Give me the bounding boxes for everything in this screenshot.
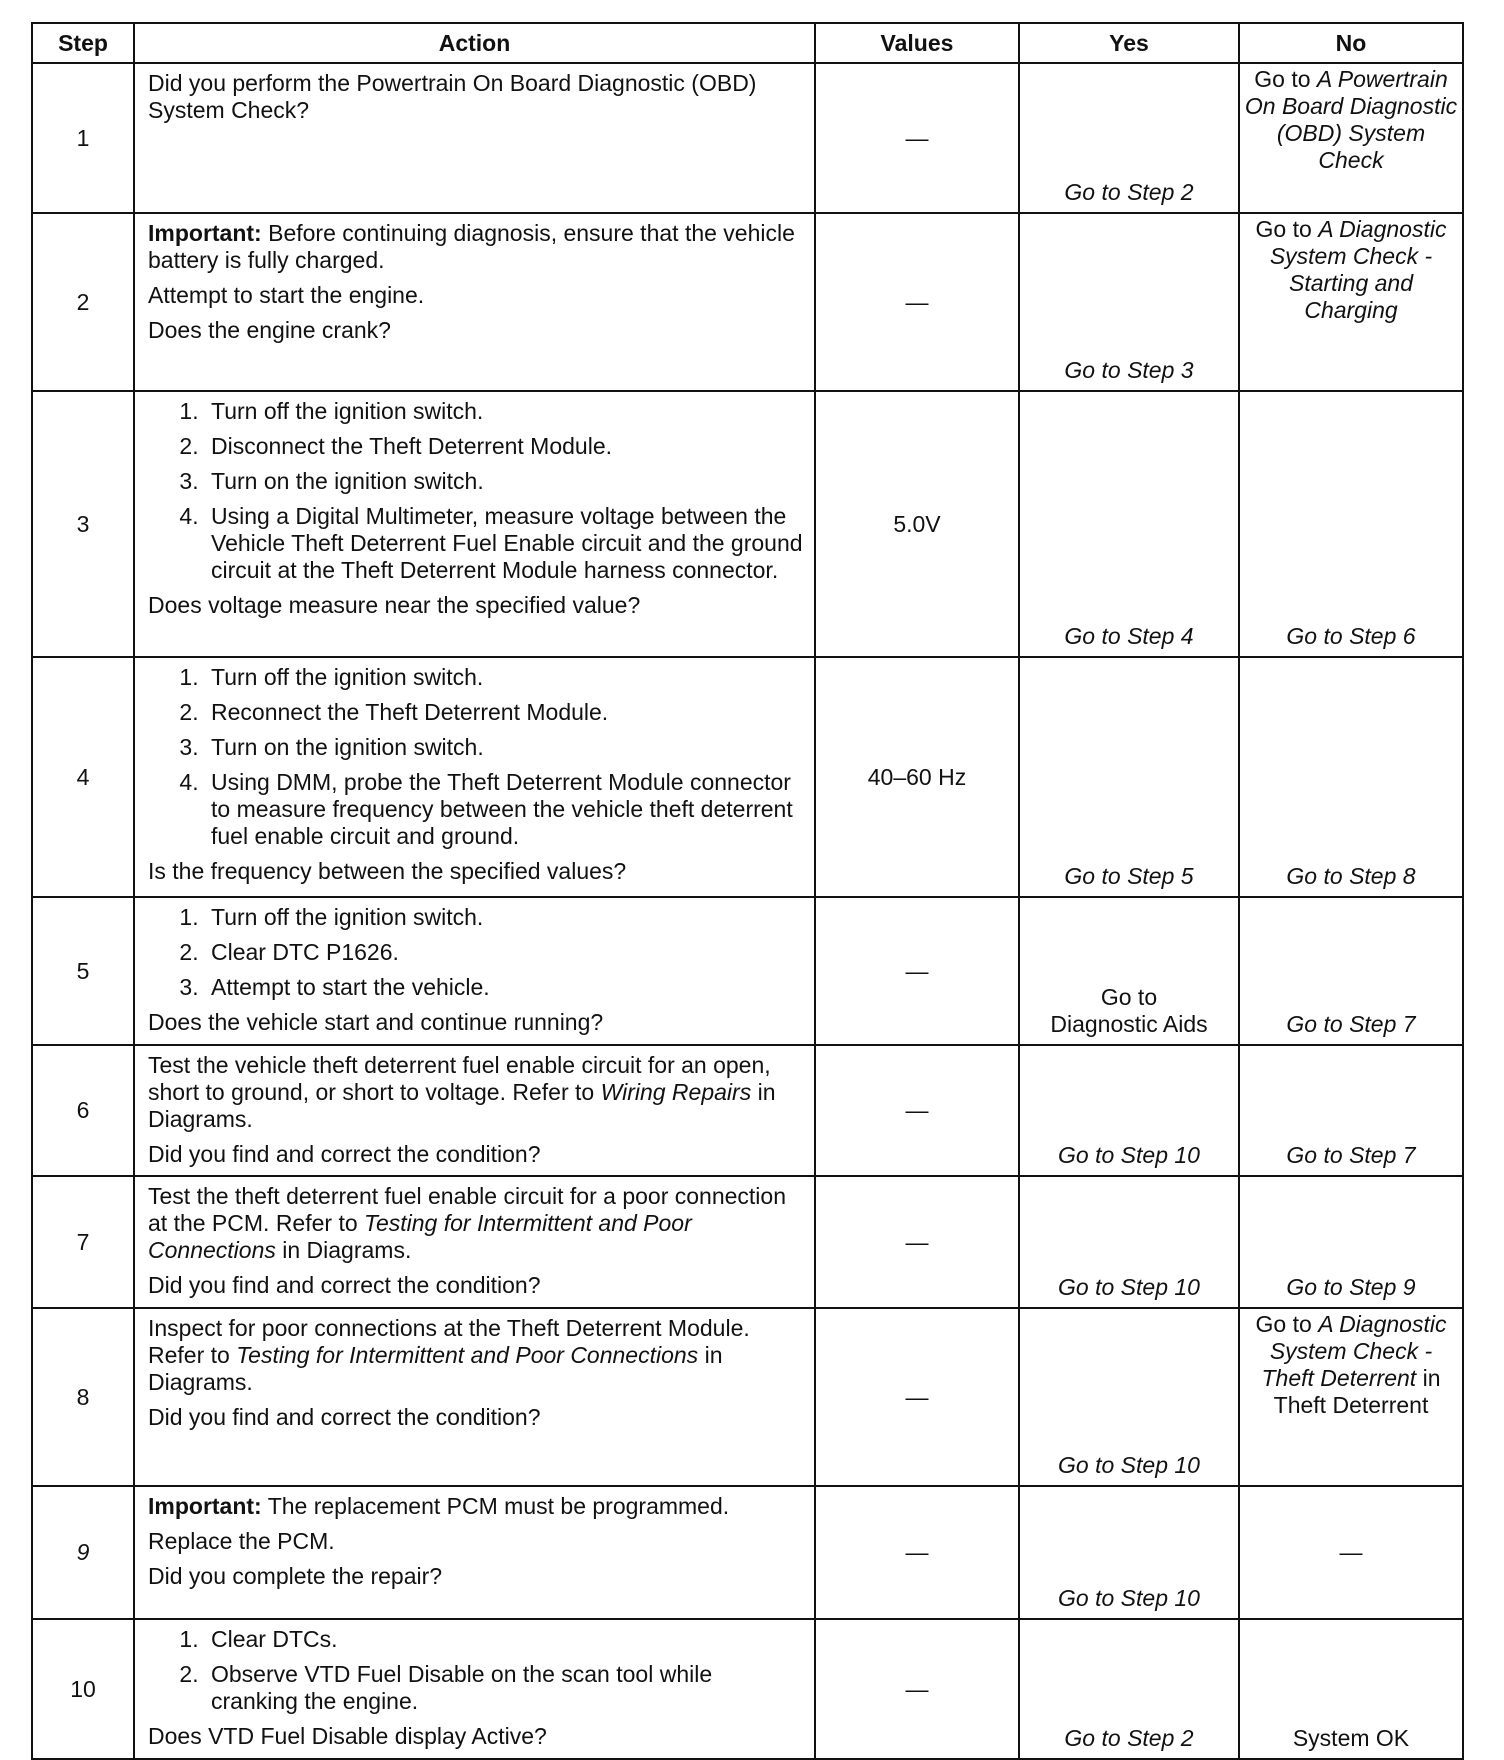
action-step-item: 3. Turn on the ignition switch. xyxy=(205,468,804,495)
text-run: in Diagrams. xyxy=(148,1079,776,1132)
action-cell xyxy=(134,63,815,213)
values-cell: — xyxy=(815,213,1019,391)
action-cell xyxy=(134,1308,815,1486)
action-step-item: 1. Turn off the ignition switch. xyxy=(205,398,804,425)
text-run: Did you find and correct the condition? xyxy=(148,1141,541,1167)
text-run: Did you perform the Powertrain On Board Diagnostic (OBD) System Check? xyxy=(148,70,757,123)
reference-text: Testing for Intermittent and Poor Connections xyxy=(148,1210,692,1263)
yes-cell xyxy=(1019,63,1239,213)
text-run: System OK xyxy=(1292,1725,1410,1751)
no-cell xyxy=(1239,897,1463,1045)
action-step-item: 4. Using a Digital Multimeter, measure voltage between the Vehicle Theft Deterrent Fuel Enable circuit and the ground circuit at the Theft Deterrent Module harness connector. xyxy=(205,503,804,584)
header-values: Values xyxy=(815,23,1019,63)
action-cell xyxy=(134,1619,815,1759)
diagnostic-table xyxy=(31,22,1464,1760)
reference-text: Wiring Repairs xyxy=(600,1079,752,1105)
yes-cell xyxy=(1019,1619,1239,1759)
text-run: Did you find and correct the condition? xyxy=(148,1404,541,1430)
action-steps-list xyxy=(148,904,804,1001)
reference-text: A Diagnostic System Check - Starting and Charging xyxy=(1269,216,1447,323)
no-cell xyxy=(1239,213,1463,391)
action-step-item: 2. Observe VTD Fuel Disable on the scan tool while cranking the engine. xyxy=(205,1661,804,1715)
no-cell xyxy=(1239,657,1463,897)
text-run: Attempt to start the engine. xyxy=(148,282,425,308)
values-cell: — xyxy=(815,1619,1019,1759)
table-row xyxy=(32,1045,1463,1176)
action-paragraph xyxy=(148,1315,804,1396)
header-row xyxy=(32,23,1463,63)
values-cell: 40–60 Hz xyxy=(815,657,1019,897)
reference-text: Go to Step 6 xyxy=(1286,623,1416,649)
table-row xyxy=(32,1619,1463,1759)
no-line xyxy=(1244,216,1458,324)
header-action: Action xyxy=(134,23,815,63)
reference-text: Go to Step 5 xyxy=(1064,863,1194,889)
important-label: Important: xyxy=(148,220,262,246)
values-cell: — xyxy=(815,1308,1019,1486)
yes-cell xyxy=(1019,391,1239,657)
yes-cell xyxy=(1019,1176,1239,1308)
yes-line xyxy=(1024,1452,1234,1479)
action-paragraph xyxy=(148,1563,804,1590)
table-row xyxy=(32,1176,1463,1308)
text-run: Go to xyxy=(1255,216,1319,242)
text-run: Inspect for poor connections at the Theft Deterrent Module. Refer to xyxy=(148,1315,750,1368)
table-row xyxy=(32,1308,1463,1486)
yes-cell xyxy=(1019,657,1239,897)
no-line xyxy=(1244,623,1458,650)
action-paragraph xyxy=(148,1404,804,1431)
text-run: Does the engine crank? xyxy=(148,317,391,343)
action-paragraph xyxy=(148,282,804,309)
no-cell xyxy=(1239,1176,1463,1308)
values-cell: 5.0V xyxy=(815,391,1019,657)
reference-text: Go to Step 8 xyxy=(1286,863,1416,889)
table-body xyxy=(32,63,1463,1759)
no-line xyxy=(1244,863,1458,890)
no-cell xyxy=(1239,1045,1463,1176)
text-run: in Theft Deterrent xyxy=(1273,1365,1441,1418)
action-step-item: 2. Clear DTC P1626. xyxy=(205,939,804,966)
yes-line xyxy=(1024,623,1234,650)
step-number: 3 xyxy=(32,391,134,657)
action-cell xyxy=(134,391,815,657)
table-row xyxy=(32,897,1463,1045)
reference-text: Go to Step 2 xyxy=(1064,179,1194,205)
step-number: 1 xyxy=(32,63,134,213)
yes-line xyxy=(1024,1725,1234,1752)
values-cell: — xyxy=(815,1176,1019,1308)
text-run: Does voltage measure near the specified value? xyxy=(148,592,641,618)
action-question xyxy=(148,858,804,885)
header-no: No xyxy=(1239,23,1463,63)
text-run: Go to xyxy=(1255,1311,1319,1337)
action-step-item: 1. Turn off the ignition switch. xyxy=(205,664,804,691)
text-run: in Diagrams. xyxy=(148,1342,723,1395)
yes-line xyxy=(1024,1011,1234,1038)
reference-text: Go to Step 9 xyxy=(1286,1274,1416,1300)
action-step-item: 2. Disconnect the Theft Deterrent Module. xyxy=(205,433,804,460)
action-steps-list xyxy=(148,664,804,850)
header-yes: Yes xyxy=(1019,23,1239,63)
action-paragraph xyxy=(148,1272,804,1299)
no-cell xyxy=(1239,1486,1463,1619)
action-step-item: 3. Attempt to start the vehicle. xyxy=(205,974,804,1001)
action-question xyxy=(148,1723,804,1750)
text-run: in Diagrams. xyxy=(275,1237,412,1263)
table-row xyxy=(32,63,1463,213)
step-number: 5 xyxy=(32,897,134,1045)
text-run: Does VTD Fuel Disable display Active? xyxy=(148,1723,547,1749)
action-paragraph xyxy=(148,1183,804,1264)
values-cell: — xyxy=(815,1486,1019,1619)
text-run: Did you find and correct the condition? xyxy=(148,1272,541,1298)
table-row xyxy=(32,213,1463,391)
no-cell xyxy=(1239,1619,1463,1759)
step-number: 6 xyxy=(32,1045,134,1176)
yes-line xyxy=(1024,863,1234,890)
action-cell xyxy=(134,1045,815,1176)
action-step-item: 4. Using DMM, probe the Theft Deterrent Module connector to measure frequency between the vehicle theft deterrent fuel enable circuit and ground. xyxy=(205,769,804,850)
action-question xyxy=(148,1009,804,1036)
yes-line xyxy=(1024,179,1234,206)
text-run: Test the theft deterrent fuel enable circuit for a poor connection at the PCM. Refer to xyxy=(148,1183,786,1236)
step-number: 8 xyxy=(32,1308,134,1486)
yes-line xyxy=(1024,1274,1234,1301)
reference-text: A Diagnostic System Check - Theft Deterrent xyxy=(1261,1311,1447,1391)
action-step-item: 3. Turn on the ignition switch. xyxy=(205,734,804,761)
action-cell xyxy=(134,657,815,897)
action-question xyxy=(148,592,804,619)
no-line xyxy=(1244,1311,1458,1419)
text-run: — xyxy=(1339,1539,1363,1565)
reference-text: Go to Step 10 xyxy=(1058,1142,1200,1168)
action-paragraph xyxy=(148,317,804,344)
action-step-item: 1. Clear DTCs. xyxy=(205,1626,804,1653)
action-cell xyxy=(134,1486,815,1619)
reference-text: Go to Step 2 xyxy=(1064,1725,1194,1751)
action-step-item: 2. Reconnect the Theft Deterrent Module. xyxy=(205,699,804,726)
yes-line xyxy=(1024,1585,1234,1612)
yes-line xyxy=(1024,1142,1234,1169)
header-step: Step xyxy=(32,23,134,63)
text-run: Before continuing diagnosis, ensure that the vehicle battery is fully charged. xyxy=(148,220,795,273)
step-number: 7 xyxy=(32,1176,134,1308)
reference-text: Go to Step 3 xyxy=(1064,357,1194,383)
action-step-item: 1. Turn off the ignition switch. xyxy=(205,904,804,931)
reference-text: Go to Step 10 xyxy=(1058,1274,1200,1300)
text-run: Does the vehicle start and continue running? xyxy=(148,1009,604,1035)
action-paragraph xyxy=(148,1493,804,1520)
reference-text: Go to Step 7 xyxy=(1286,1011,1416,1037)
text-run: Diagnostic Aids xyxy=(1050,1011,1208,1037)
table-row xyxy=(32,391,1463,657)
reference-text: Go to Step 10 xyxy=(1058,1585,1200,1611)
no-line xyxy=(1244,1011,1458,1038)
table-row xyxy=(32,1486,1463,1619)
yes-cell xyxy=(1019,1045,1239,1176)
table-row xyxy=(32,657,1463,897)
text-run: The replacement PCM must be programmed. xyxy=(261,1493,730,1519)
reference-text: Go to Step 10 xyxy=(1058,1452,1200,1478)
action-paragraph xyxy=(148,1528,804,1555)
no-line xyxy=(1244,1142,1458,1169)
yes-line xyxy=(1024,984,1234,1011)
yes-cell xyxy=(1019,213,1239,391)
action-cell xyxy=(134,897,815,1045)
no-line xyxy=(1244,66,1458,174)
no-cell xyxy=(1239,63,1463,213)
text-run: Test the vehicle theft deterrent fuel enable circuit for an open, short to ground, or short to voltage. Refer to xyxy=(148,1052,771,1105)
reference-text: Go to Step 4 xyxy=(1064,623,1194,649)
action-steps-list xyxy=(148,1626,804,1715)
text-run: Is the frequency between the specified values? xyxy=(148,858,627,884)
action-paragraph xyxy=(148,70,804,124)
text-run: Replace the PCM. xyxy=(148,1528,335,1554)
text-run: Go to xyxy=(1100,984,1158,1010)
action-paragraph xyxy=(148,1141,804,1168)
no-line xyxy=(1240,1539,1462,1566)
text-run: Did you complete the repair? xyxy=(148,1563,443,1589)
yes-line xyxy=(1024,357,1234,384)
reference-text: Go to Step 7 xyxy=(1286,1142,1416,1168)
reference-text: Testing for Intermittent and Poor Connections xyxy=(236,1342,699,1368)
action-paragraph xyxy=(148,220,804,274)
important-label: Important: xyxy=(148,1493,262,1519)
yes-cell xyxy=(1019,1486,1239,1619)
no-cell xyxy=(1239,1308,1463,1486)
text-run: Go to xyxy=(1254,66,1317,92)
yes-cell xyxy=(1019,1308,1239,1486)
values-cell: — xyxy=(815,63,1019,213)
action-cell xyxy=(134,213,815,391)
no-line xyxy=(1244,1725,1458,1752)
action-paragraph xyxy=(148,1052,804,1133)
yes-cell xyxy=(1019,897,1239,1045)
step-number: 4 xyxy=(32,657,134,897)
no-line xyxy=(1244,1274,1458,1301)
reference-text: A Powertrain On Board Diagnostic (OBD) System Check xyxy=(1244,66,1458,173)
step-number: 2 xyxy=(32,213,134,391)
step-number: 9 xyxy=(32,1486,134,1619)
step-number: 10 xyxy=(32,1619,134,1759)
values-cell: — xyxy=(815,1045,1019,1176)
values-cell: — xyxy=(815,897,1019,1045)
no-cell xyxy=(1239,391,1463,657)
action-steps-list xyxy=(148,398,804,584)
action-cell xyxy=(134,1176,815,1308)
